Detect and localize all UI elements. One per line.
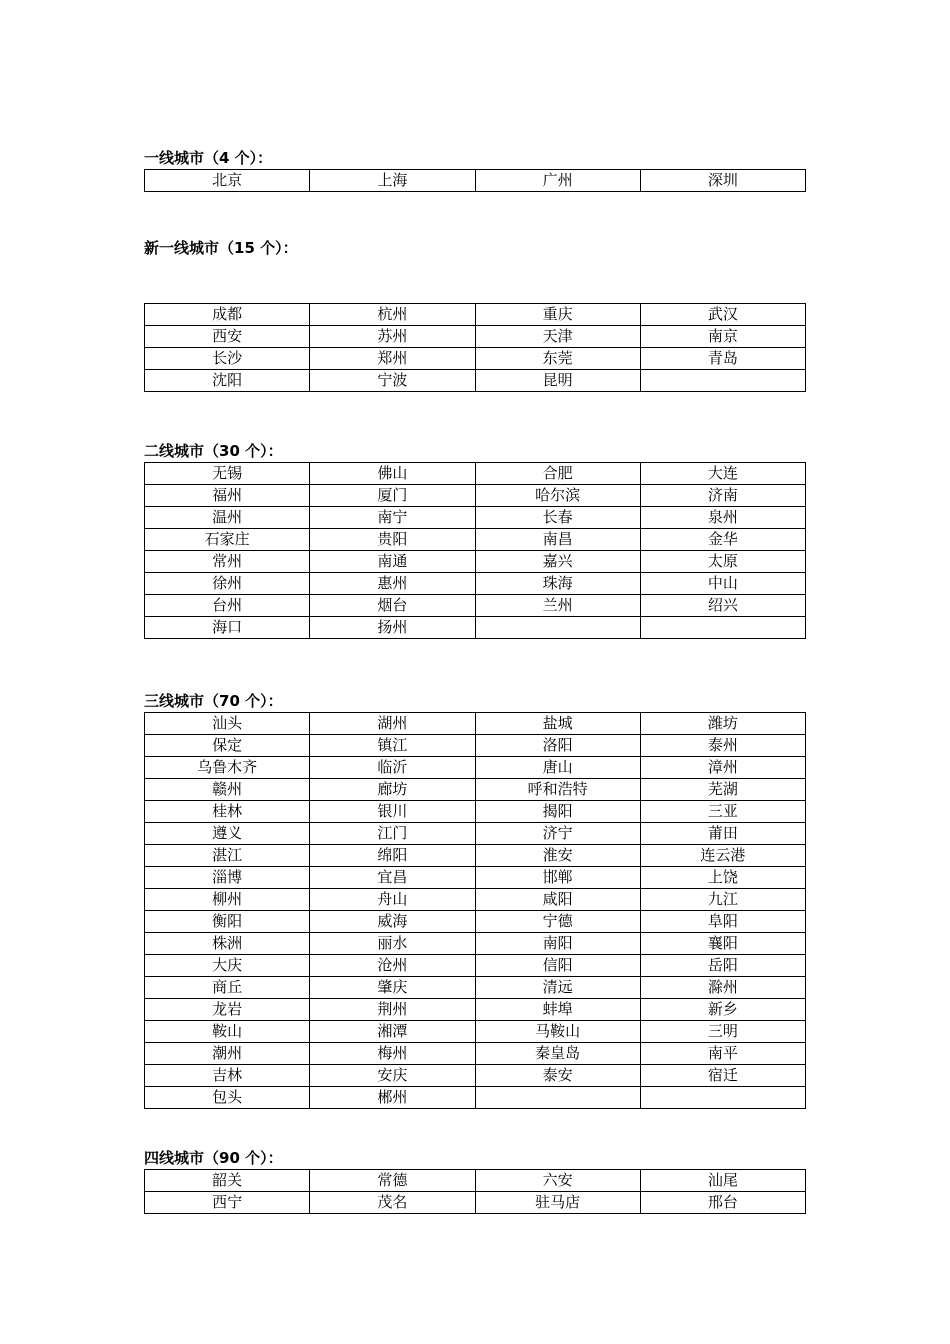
city-cell: 唐山 bbox=[475, 757, 640, 779]
section-heading-tier2: 二线城市（30 个）： bbox=[144, 442, 283, 460]
table-row bbox=[145, 507, 806, 529]
city-cell: 郴州 bbox=[310, 1087, 475, 1109]
table-row bbox=[145, 867, 806, 889]
city-cell: 太原 bbox=[640, 551, 805, 573]
city-cell: 邢台 bbox=[640, 1192, 805, 1214]
city-cell: 南京 bbox=[640, 326, 805, 348]
table-row bbox=[145, 595, 806, 617]
city-cell: 潍坊 bbox=[640, 713, 805, 735]
city-cell: 鞍山 bbox=[145, 1021, 310, 1043]
city-cell: 上饶 bbox=[640, 867, 805, 889]
city-cell: 湘潭 bbox=[310, 1021, 475, 1043]
city-cell: 宁德 bbox=[475, 911, 640, 933]
table-row bbox=[145, 170, 806, 192]
city-cell: 兰州 bbox=[475, 595, 640, 617]
city-cell: 咸阳 bbox=[475, 889, 640, 911]
section-heading-new-tier1: 新一线城市（15 个）： bbox=[144, 239, 298, 257]
table-row bbox=[145, 1043, 806, 1065]
section-heading-tier4: 四线城市（90 个）： bbox=[144, 1149, 283, 1167]
table-row bbox=[145, 1192, 806, 1214]
city-cell: 蚌埠 bbox=[475, 999, 640, 1021]
section-heading-tier1: 一线城市（4 个）： bbox=[144, 149, 273, 167]
city-cell: 汕头 bbox=[145, 713, 310, 735]
city-table-tier2 bbox=[144, 462, 806, 639]
city-cell: 海口 bbox=[145, 617, 310, 639]
table-row bbox=[145, 977, 806, 999]
table-row bbox=[145, 823, 806, 845]
city-cell: 汕尾 bbox=[640, 1170, 805, 1192]
city-cell: 大庆 bbox=[145, 955, 310, 977]
table-row bbox=[145, 370, 806, 392]
city-cell: 廊坊 bbox=[310, 779, 475, 801]
city-cell: 驻马店 bbox=[475, 1192, 640, 1214]
city-cell: 中山 bbox=[640, 573, 805, 595]
city-cell: 肇庆 bbox=[310, 977, 475, 999]
city-cell: 绵阳 bbox=[310, 845, 475, 867]
city-cell: 哈尔滨 bbox=[475, 485, 640, 507]
city-cell: 济南 bbox=[640, 485, 805, 507]
city-cell: 襄阳 bbox=[640, 933, 805, 955]
city-cell: 芜湖 bbox=[640, 779, 805, 801]
city-cell: 昆明 bbox=[475, 370, 640, 392]
city-cell: 厦门 bbox=[310, 485, 475, 507]
city-cell: 武汉 bbox=[640, 304, 805, 326]
city-cell: 南通 bbox=[310, 551, 475, 573]
city-cell: 东莞 bbox=[475, 348, 640, 370]
city-cell: 韶关 bbox=[145, 1170, 310, 1192]
city-cell: 宿迁 bbox=[640, 1065, 805, 1087]
table-row bbox=[145, 485, 806, 507]
city-cell: 南昌 bbox=[475, 529, 640, 551]
city-cell: 天津 bbox=[475, 326, 640, 348]
city-cell: 广州 bbox=[475, 170, 640, 192]
city-cell bbox=[640, 1087, 805, 1109]
city-cell: 南宁 bbox=[310, 507, 475, 529]
city-cell: 西安 bbox=[145, 326, 310, 348]
city-cell: 清远 bbox=[475, 977, 640, 999]
city-cell bbox=[640, 370, 805, 392]
city-cell: 莆田 bbox=[640, 823, 805, 845]
table-row bbox=[145, 1170, 806, 1192]
city-cell: 荆州 bbox=[310, 999, 475, 1021]
city-cell: 重庆 bbox=[475, 304, 640, 326]
city-cell: 乌鲁木齐 bbox=[145, 757, 310, 779]
city-table-new-tier1 bbox=[144, 303, 806, 392]
city-cell: 南平 bbox=[640, 1043, 805, 1065]
city-cell: 青岛 bbox=[640, 348, 805, 370]
table-row bbox=[145, 326, 806, 348]
city-cell: 邯郸 bbox=[475, 867, 640, 889]
city-cell: 舟山 bbox=[310, 889, 475, 911]
table-row bbox=[145, 735, 806, 757]
city-cell: 深圳 bbox=[640, 170, 805, 192]
table-row bbox=[145, 551, 806, 573]
city-cell: 洛阳 bbox=[475, 735, 640, 757]
city-cell: 秦皇岛 bbox=[475, 1043, 640, 1065]
city-cell: 淮安 bbox=[475, 845, 640, 867]
city-cell: 温州 bbox=[145, 507, 310, 529]
table-row bbox=[145, 911, 806, 933]
city-cell: 徐州 bbox=[145, 573, 310, 595]
city-cell: 保定 bbox=[145, 735, 310, 757]
table-row bbox=[145, 889, 806, 911]
table-row bbox=[145, 573, 806, 595]
city-cell: 茂名 bbox=[310, 1192, 475, 1214]
table-row bbox=[145, 757, 806, 779]
table-row bbox=[145, 801, 806, 823]
city-cell: 绍兴 bbox=[640, 595, 805, 617]
city-cell: 银川 bbox=[310, 801, 475, 823]
city-cell: 无锡 bbox=[145, 463, 310, 485]
city-cell: 常德 bbox=[310, 1170, 475, 1192]
city-cell: 临沂 bbox=[310, 757, 475, 779]
city-cell: 梅州 bbox=[310, 1043, 475, 1065]
city-cell: 遵义 bbox=[145, 823, 310, 845]
city-cell: 湖州 bbox=[310, 713, 475, 735]
city-cell bbox=[475, 617, 640, 639]
table-row bbox=[145, 955, 806, 977]
city-cell bbox=[640, 617, 805, 639]
city-cell: 阜阳 bbox=[640, 911, 805, 933]
city-cell: 安庆 bbox=[310, 1065, 475, 1087]
city-cell bbox=[475, 1087, 640, 1109]
city-cell: 吉林 bbox=[145, 1065, 310, 1087]
city-cell: 株洲 bbox=[145, 933, 310, 955]
city-cell: 长沙 bbox=[145, 348, 310, 370]
city-cell: 金华 bbox=[640, 529, 805, 551]
city-cell: 常州 bbox=[145, 551, 310, 573]
city-cell: 苏州 bbox=[310, 326, 475, 348]
city-cell: 镇江 bbox=[310, 735, 475, 757]
city-cell: 杭州 bbox=[310, 304, 475, 326]
city-cell: 珠海 bbox=[475, 573, 640, 595]
city-cell: 石家庄 bbox=[145, 529, 310, 551]
city-cell: 三明 bbox=[640, 1021, 805, 1043]
city-cell: 包头 bbox=[145, 1087, 310, 1109]
city-cell: 成都 bbox=[145, 304, 310, 326]
city-cell: 惠州 bbox=[310, 573, 475, 595]
city-cell: 漳州 bbox=[640, 757, 805, 779]
city-cell: 三亚 bbox=[640, 801, 805, 823]
city-cell: 威海 bbox=[310, 911, 475, 933]
table-row bbox=[145, 779, 806, 801]
city-cell: 北京 bbox=[145, 170, 310, 192]
city-cell: 龙岩 bbox=[145, 999, 310, 1021]
city-cell: 宁波 bbox=[310, 370, 475, 392]
table-row bbox=[145, 617, 806, 639]
city-cell: 嘉兴 bbox=[475, 551, 640, 573]
city-cell: 商丘 bbox=[145, 977, 310, 999]
city-cell: 六安 bbox=[475, 1170, 640, 1192]
city-cell: 宜昌 bbox=[310, 867, 475, 889]
city-cell: 大连 bbox=[640, 463, 805, 485]
table-row bbox=[145, 463, 806, 485]
city-cell: 呼和浩特 bbox=[475, 779, 640, 801]
table-row bbox=[145, 845, 806, 867]
city-cell: 岳阳 bbox=[640, 955, 805, 977]
city-cell: 泰州 bbox=[640, 735, 805, 757]
city-cell: 信阳 bbox=[475, 955, 640, 977]
city-cell: 西宁 bbox=[145, 1192, 310, 1214]
city-cell: 泰安 bbox=[475, 1065, 640, 1087]
table-row bbox=[145, 933, 806, 955]
city-table-tier3 bbox=[144, 712, 806, 1109]
city-cell: 淄博 bbox=[145, 867, 310, 889]
table-row bbox=[145, 1021, 806, 1043]
city-cell: 泉州 bbox=[640, 507, 805, 529]
city-cell: 贵阳 bbox=[310, 529, 475, 551]
city-cell: 盐城 bbox=[475, 713, 640, 735]
city-cell: 潮州 bbox=[145, 1043, 310, 1065]
table-row bbox=[145, 713, 806, 735]
city-cell: 新乡 bbox=[640, 999, 805, 1021]
table-row bbox=[145, 304, 806, 326]
city-cell: 赣州 bbox=[145, 779, 310, 801]
city-cell: 湛江 bbox=[145, 845, 310, 867]
city-cell: 沧州 bbox=[310, 955, 475, 977]
city-cell: 桂林 bbox=[145, 801, 310, 823]
city-cell: 滁州 bbox=[640, 977, 805, 999]
city-cell: 长春 bbox=[475, 507, 640, 529]
city-cell: 福州 bbox=[145, 485, 310, 507]
city-cell: 揭阳 bbox=[475, 801, 640, 823]
table-row bbox=[145, 348, 806, 370]
city-cell: 台州 bbox=[145, 595, 310, 617]
city-cell: 南阳 bbox=[475, 933, 640, 955]
city-cell: 合肥 bbox=[475, 463, 640, 485]
section-heading-tier3: 三线城市（70 个）： bbox=[144, 692, 283, 710]
table-row bbox=[145, 999, 806, 1021]
city-cell: 连云港 bbox=[640, 845, 805, 867]
city-cell: 沈阳 bbox=[145, 370, 310, 392]
city-cell: 江门 bbox=[310, 823, 475, 845]
city-cell: 丽水 bbox=[310, 933, 475, 955]
city-cell: 烟台 bbox=[310, 595, 475, 617]
city-cell: 佛山 bbox=[310, 463, 475, 485]
city-table-tier1 bbox=[144, 169, 806, 192]
table-row bbox=[145, 1065, 806, 1087]
city-cell: 扬州 bbox=[310, 617, 475, 639]
city-table-tier4 bbox=[144, 1169, 806, 1214]
city-cell: 九江 bbox=[640, 889, 805, 911]
city-cell: 马鞍山 bbox=[475, 1021, 640, 1043]
city-cell: 郑州 bbox=[310, 348, 475, 370]
table-row bbox=[145, 529, 806, 551]
table-row bbox=[145, 1087, 806, 1109]
city-cell: 衡阳 bbox=[145, 911, 310, 933]
city-cell: 柳州 bbox=[145, 889, 310, 911]
city-cell: 济宁 bbox=[475, 823, 640, 845]
city-cell: 上海 bbox=[310, 170, 475, 192]
